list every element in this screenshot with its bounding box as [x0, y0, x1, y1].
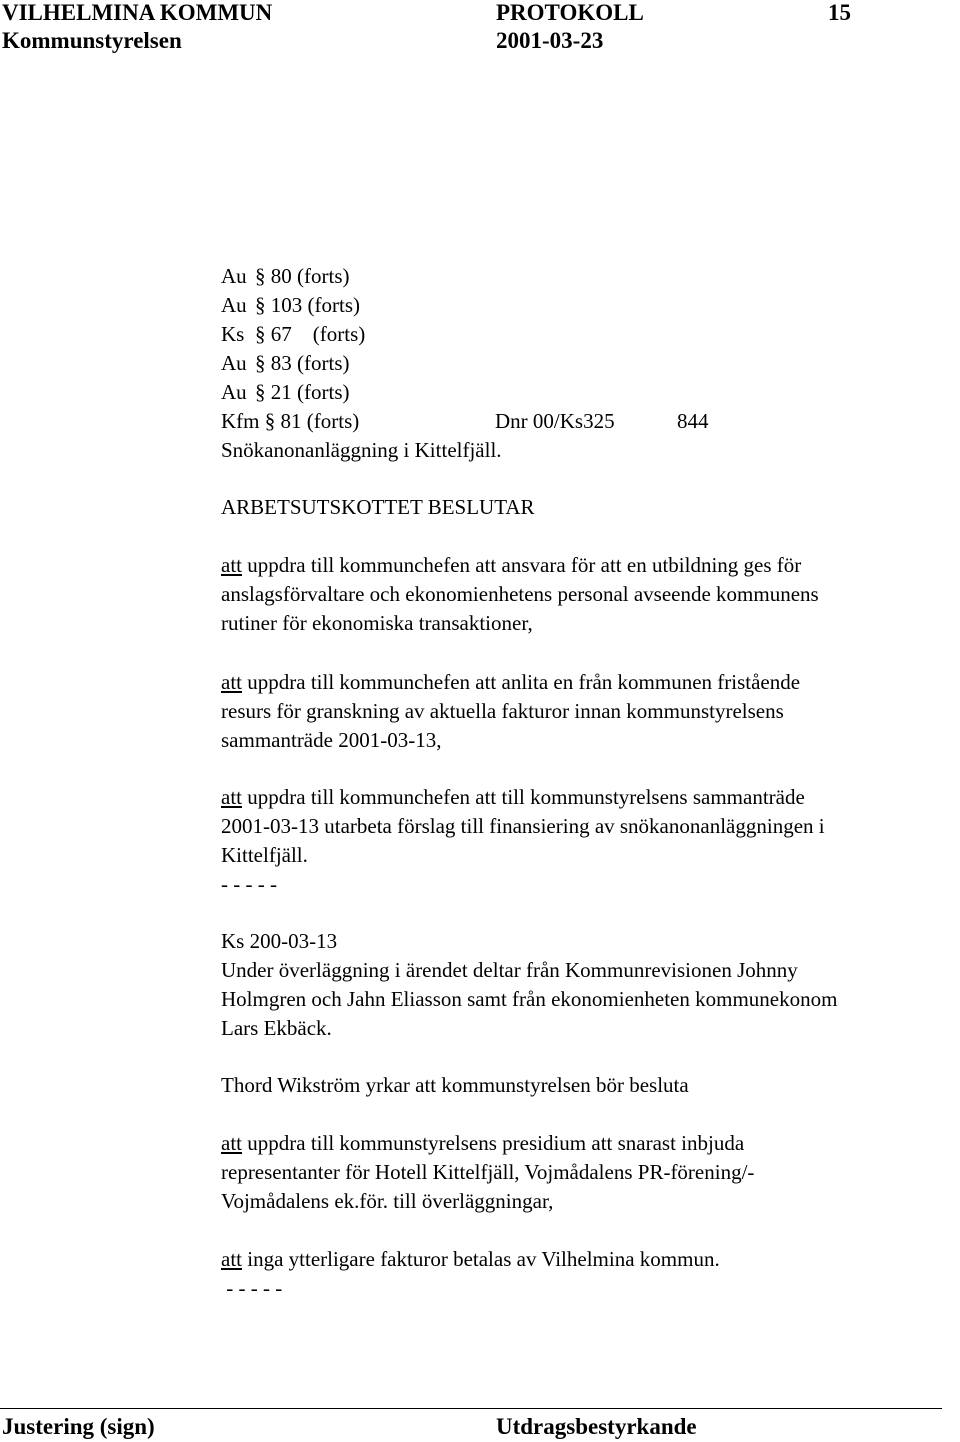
kfm-ref-line	[221, 407, 709, 436]
header-date: 2001-03-23	[496, 28, 604, 53]
decision-text: uppdra till kommunstyrelsens presidium att snarast inbjuda	[242, 1131, 745, 1155]
discussion-text: Lars Ekbäck.	[221, 1016, 332, 1040]
decision-text: Kittelfjäll.	[221, 843, 308, 867]
footer-utdragsbestyrkande: Utdragsbestyrkande	[496, 1414, 697, 1439]
ref-number: 80 (forts)	[270, 264, 350, 288]
discussion-text: Under överläggning i ärendet deltar från Kommunrevisionen Johnny	[221, 958, 798, 982]
discussion-text: Holmgren och Jahn Eliasson samt från ekonomienheten kommunekonom	[221, 987, 838, 1011]
decision-text: inga ytterligare fakturor betalas av Vilhelmina kommun.	[242, 1247, 720, 1271]
decision-text: resurs för granskning av aktuella fakturor innan kommunstyrelsens	[221, 699, 784, 723]
separator-dashes: - - - - -	[221, 1276, 283, 1300]
section-sign: §	[264, 409, 276, 433]
section-sign: §	[255, 380, 266, 404]
separator-dashes: - - - - -	[221, 872, 277, 896]
decision-text: representanter för Hotell Kittelfjäll, Vojmådalens PR-förening/-	[221, 1160, 755, 1184]
ref-line	[221, 291, 502, 320]
ref-body: Au	[221, 293, 247, 317]
att-keyword: att	[221, 670, 242, 694]
ref-line	[221, 378, 502, 407]
section-sign: §	[255, 293, 266, 317]
header-doc-type: PROTOKOLL	[496, 0, 644, 25]
ref-body: Au	[221, 380, 247, 404]
decision-item-3	[221, 783, 825, 899]
att-keyword: att	[221, 553, 242, 577]
ref-number: 21 (forts)	[270, 380, 350, 404]
section-sign: §	[255, 351, 266, 375]
decision-text: uppdra till kommunchefen att anlita en från kommunen fristående	[242, 670, 801, 694]
ref-body: Kfm	[221, 409, 260, 433]
motion-text: Thord Wikström yrkar att kommunstyrelsen bör besluta	[221, 1073, 689, 1097]
ref-body: Au	[221, 351, 247, 375]
decision-item-5	[221, 1245, 720, 1303]
decision-text: uppdra till kommunchefen att ansvara för att en utbildning ges för	[242, 553, 802, 577]
header-org: VILHELMINA KOMMUN	[2, 0, 273, 25]
decision-text: anslagsförvaltare och ekonomienhetens personal avseende kommunens	[221, 582, 819, 606]
decision-text: Vojmådalens ek.för. till överläggningar,	[221, 1189, 554, 1213]
section-sign: §	[255, 322, 266, 346]
au-heading: ARBETSUTSKOTTET BESLUTAR	[221, 495, 535, 519]
ref-number: 83 (forts)	[270, 351, 350, 375]
ref-number: 81 (forts)	[280, 409, 360, 433]
att-keyword: att	[221, 785, 242, 809]
ks-section	[221, 927, 837, 1043]
decision-text: sammanträde 2001-03-13,	[221, 728, 442, 752]
ref-line	[221, 262, 502, 291]
header-body: Kommunstyrelsen	[2, 28, 182, 53]
ref-line	[221, 320, 502, 349]
ref-number: 103 (forts)	[270, 293, 360, 317]
decision-text: 2001-03-13 utarbeta förslag till finansiering av snökanonanläggningen i	[221, 814, 825, 838]
section-sign: §	[255, 264, 266, 288]
footer-divider	[0, 1408, 942, 1409]
subject-line: Snökanonanläggning i Kittelfjäll.	[221, 438, 502, 462]
decision-item-2	[221, 668, 800, 755]
att-keyword: att	[221, 1131, 242, 1155]
ref-number: 67 (forts)	[270, 322, 366, 346]
decision-item-1	[221, 551, 819, 638]
ks-heading: Ks 200-03-13	[221, 929, 338, 953]
ref-body: Ks	[221, 322, 245, 346]
footer-justering: Justering (sign)	[2, 1414, 155, 1439]
case-number: 844	[677, 409, 709, 433]
dnr-number: Dnr 00/Ks325	[495, 409, 615, 433]
decision-text: rutiner för ekonomiska transaktioner,	[221, 611, 533, 635]
ref-line	[221, 349, 502, 378]
decision-text: uppdra till kommunchefen att till kommunstyrelsens sammanträde	[242, 785, 805, 809]
ref-body: Au	[221, 264, 247, 288]
decision-item-4	[221, 1129, 754, 1216]
header-page-number: 15	[828, 0, 851, 25]
att-keyword: att	[221, 1247, 242, 1271]
paragraph-refs	[221, 262, 709, 465]
